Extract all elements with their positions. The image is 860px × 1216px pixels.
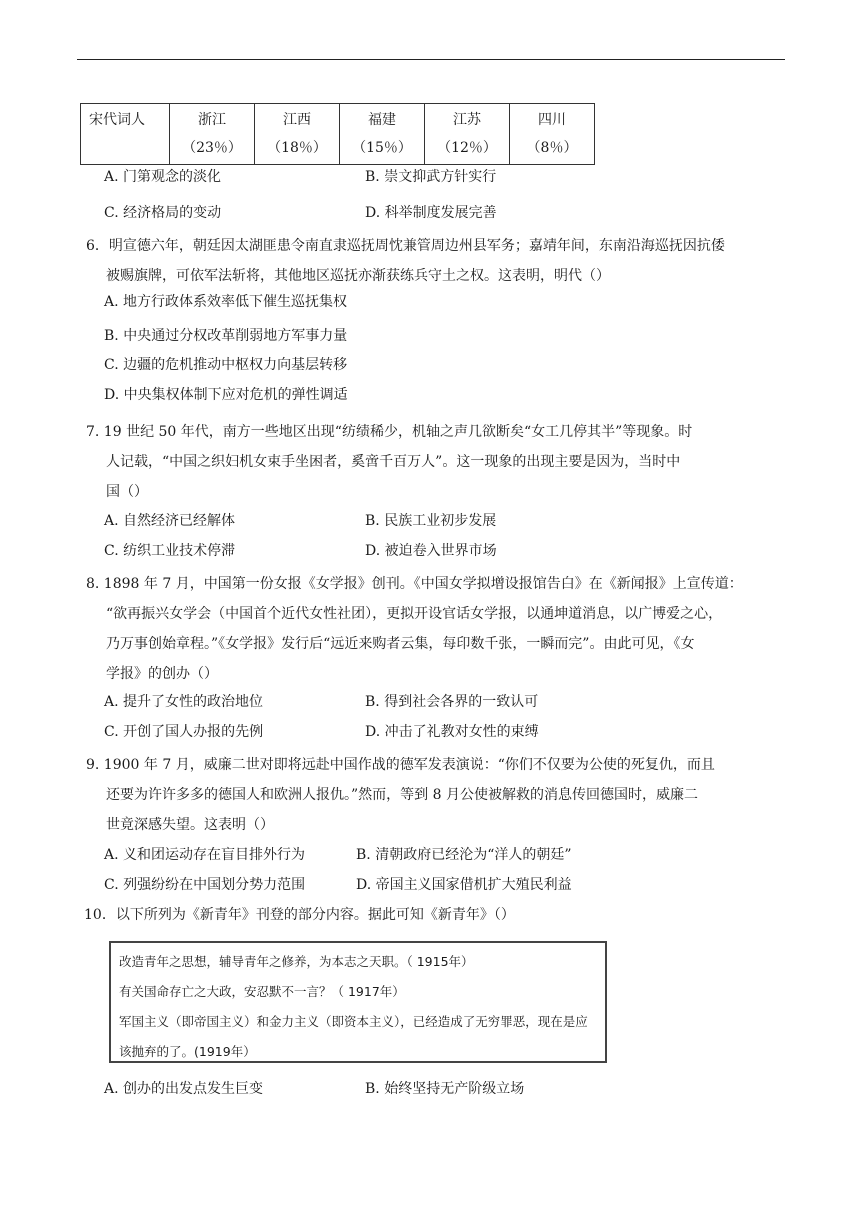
q6-option-a: A. 地方行政体系效率低下催生巡抚集权 [104,294,348,310]
q9-option-d: D. 帝国主义国家借机扩大殖民利益 [356,877,572,893]
q7-option-d: D. 被迫卷入世界市场 [365,543,497,559]
question-10-stem: 10．以下所列为《新青年》刊登的部分内容。据此可知《新青年》（） [84,907,515,923]
q9-option-a: A. 义和团运动存在盲目排外行为 [104,847,306,863]
table-cell: 江西 （18％） [255,104,340,165]
quote-line: 该抛弃的了。(1919年） [119,1044,256,1059]
q5-option-b: B. 崇文抑武方针实行 [365,169,497,185]
new-youth-quotes-box [109,941,607,1063]
q5-option-c: C. 经济格局的变动 [104,205,222,221]
q10-option-b: B. 始终坚持无产阶级立场 [365,1081,525,1097]
poet-distribution-table [80,103,595,165]
table-cell: 江苏 （12％） [425,104,510,165]
quote-line: 军国主义（即帝国主义）和金力主义（即资本主义），已经造成了无穷罪恶，现在是应 [119,1014,588,1029]
q6-option-b: B. 中央通过分权改革削弱地方军事力量 [104,328,348,344]
q7-option-c: C. 纺织工业技术停滞 [104,543,236,559]
table-cell: 浙江 （23％） [170,104,255,165]
q5-option-a: A. 门第观念的淡化 [104,169,222,185]
table-cell: 福建 （15％） [340,104,425,165]
q8-option-c: C. 开创了国人办报的先例 [104,724,264,740]
question-6-stem: 6．明宣德六年，朝廷因太湖匪患令南直隶巡抚周忱兼管周边州县军务；嘉靖年间，东南沿海巡抚因抗倭 被赐旗牌，可依军法斩将，其他地区巡抚亦渐获练兵守土之权。这表明，明代（） [86,238,725,284]
question-8-stem: 8. 1898 年 7 月，中国第一份女报《女学报》创刊。《中国女学拟增设报馆告白》在《新闻报》上宣传道： “欲再振兴女学会（中国首个近代女性社团），更拟开设官话女学报，以通坤道消息，以广博爱之心， 乃万事创始章程。”《女学报》发行后“远近来购者云集，每印数千张，一瞬而完”。由此可见，《女 学报》的创办（） [86,576,743,682]
q8-option-a: A. 提升了女性的政治地位 [104,694,264,710]
quote-line: 改造青年之思想，辅导青年之修养，为本志之天职。（ 1915年） [119,954,474,969]
q10-option-a: A. 创办的出发点发生巨变 [104,1081,264,1097]
quote-line: 有关国命存亡之大政，安忍默不一言？（ 1917年） [119,984,405,999]
q8-option-b: B. 得到社会各界的一致认可 [365,694,539,710]
question-7-stem: 7. 19 世纪 50 年代，南方一些地区出现“纺绩稀少，机轴之声几欲断矣“女工几停其半”等现象。时 人记载，“中国之织妇机女束手坐困者，奚啻千百万人”。这一现象的出现主要是因为，当时中 国（） [86,424,693,500]
q7-option-a: A. 自然经济已经解体 [104,513,236,529]
q7-option-b: B. 民族工业初步发展 [365,513,497,529]
table-row [81,104,595,165]
q6-option-c: C. 边疆的危机推动中枢权力向基层转移 [104,357,348,373]
question-9-stem: 9. 1900 年 7 月，威廉二世对即将远赴中国作战的德军发表演说：“你们不仅要为公使的死复仇，而且 还要为许许多多的德国人和欧洲人报仇。”然而，等到 8 月公使被解救的消息传回德国时，威廉二 世竟深感失望。这表明（） [86,757,715,833]
q6-option-d: D. 中央集权体制下应对危机的弹性调适 [104,387,348,403]
q5-option-d: D. 科举制度发展完善 [365,205,497,221]
q8-option-d: D. 冲击了礼教对女性的束缚 [365,724,539,740]
q9-option-b: B. 清朝政府已经沦为“洋人的朝廷” [356,847,572,863]
q9-option-c: C. 列强纷纷在中国划分势力范围 [104,877,306,893]
header-rule [77,59,785,60]
table-row-header: 宋代词人 [81,104,170,165]
table-cell: 四川 （8％） [510,104,595,165]
